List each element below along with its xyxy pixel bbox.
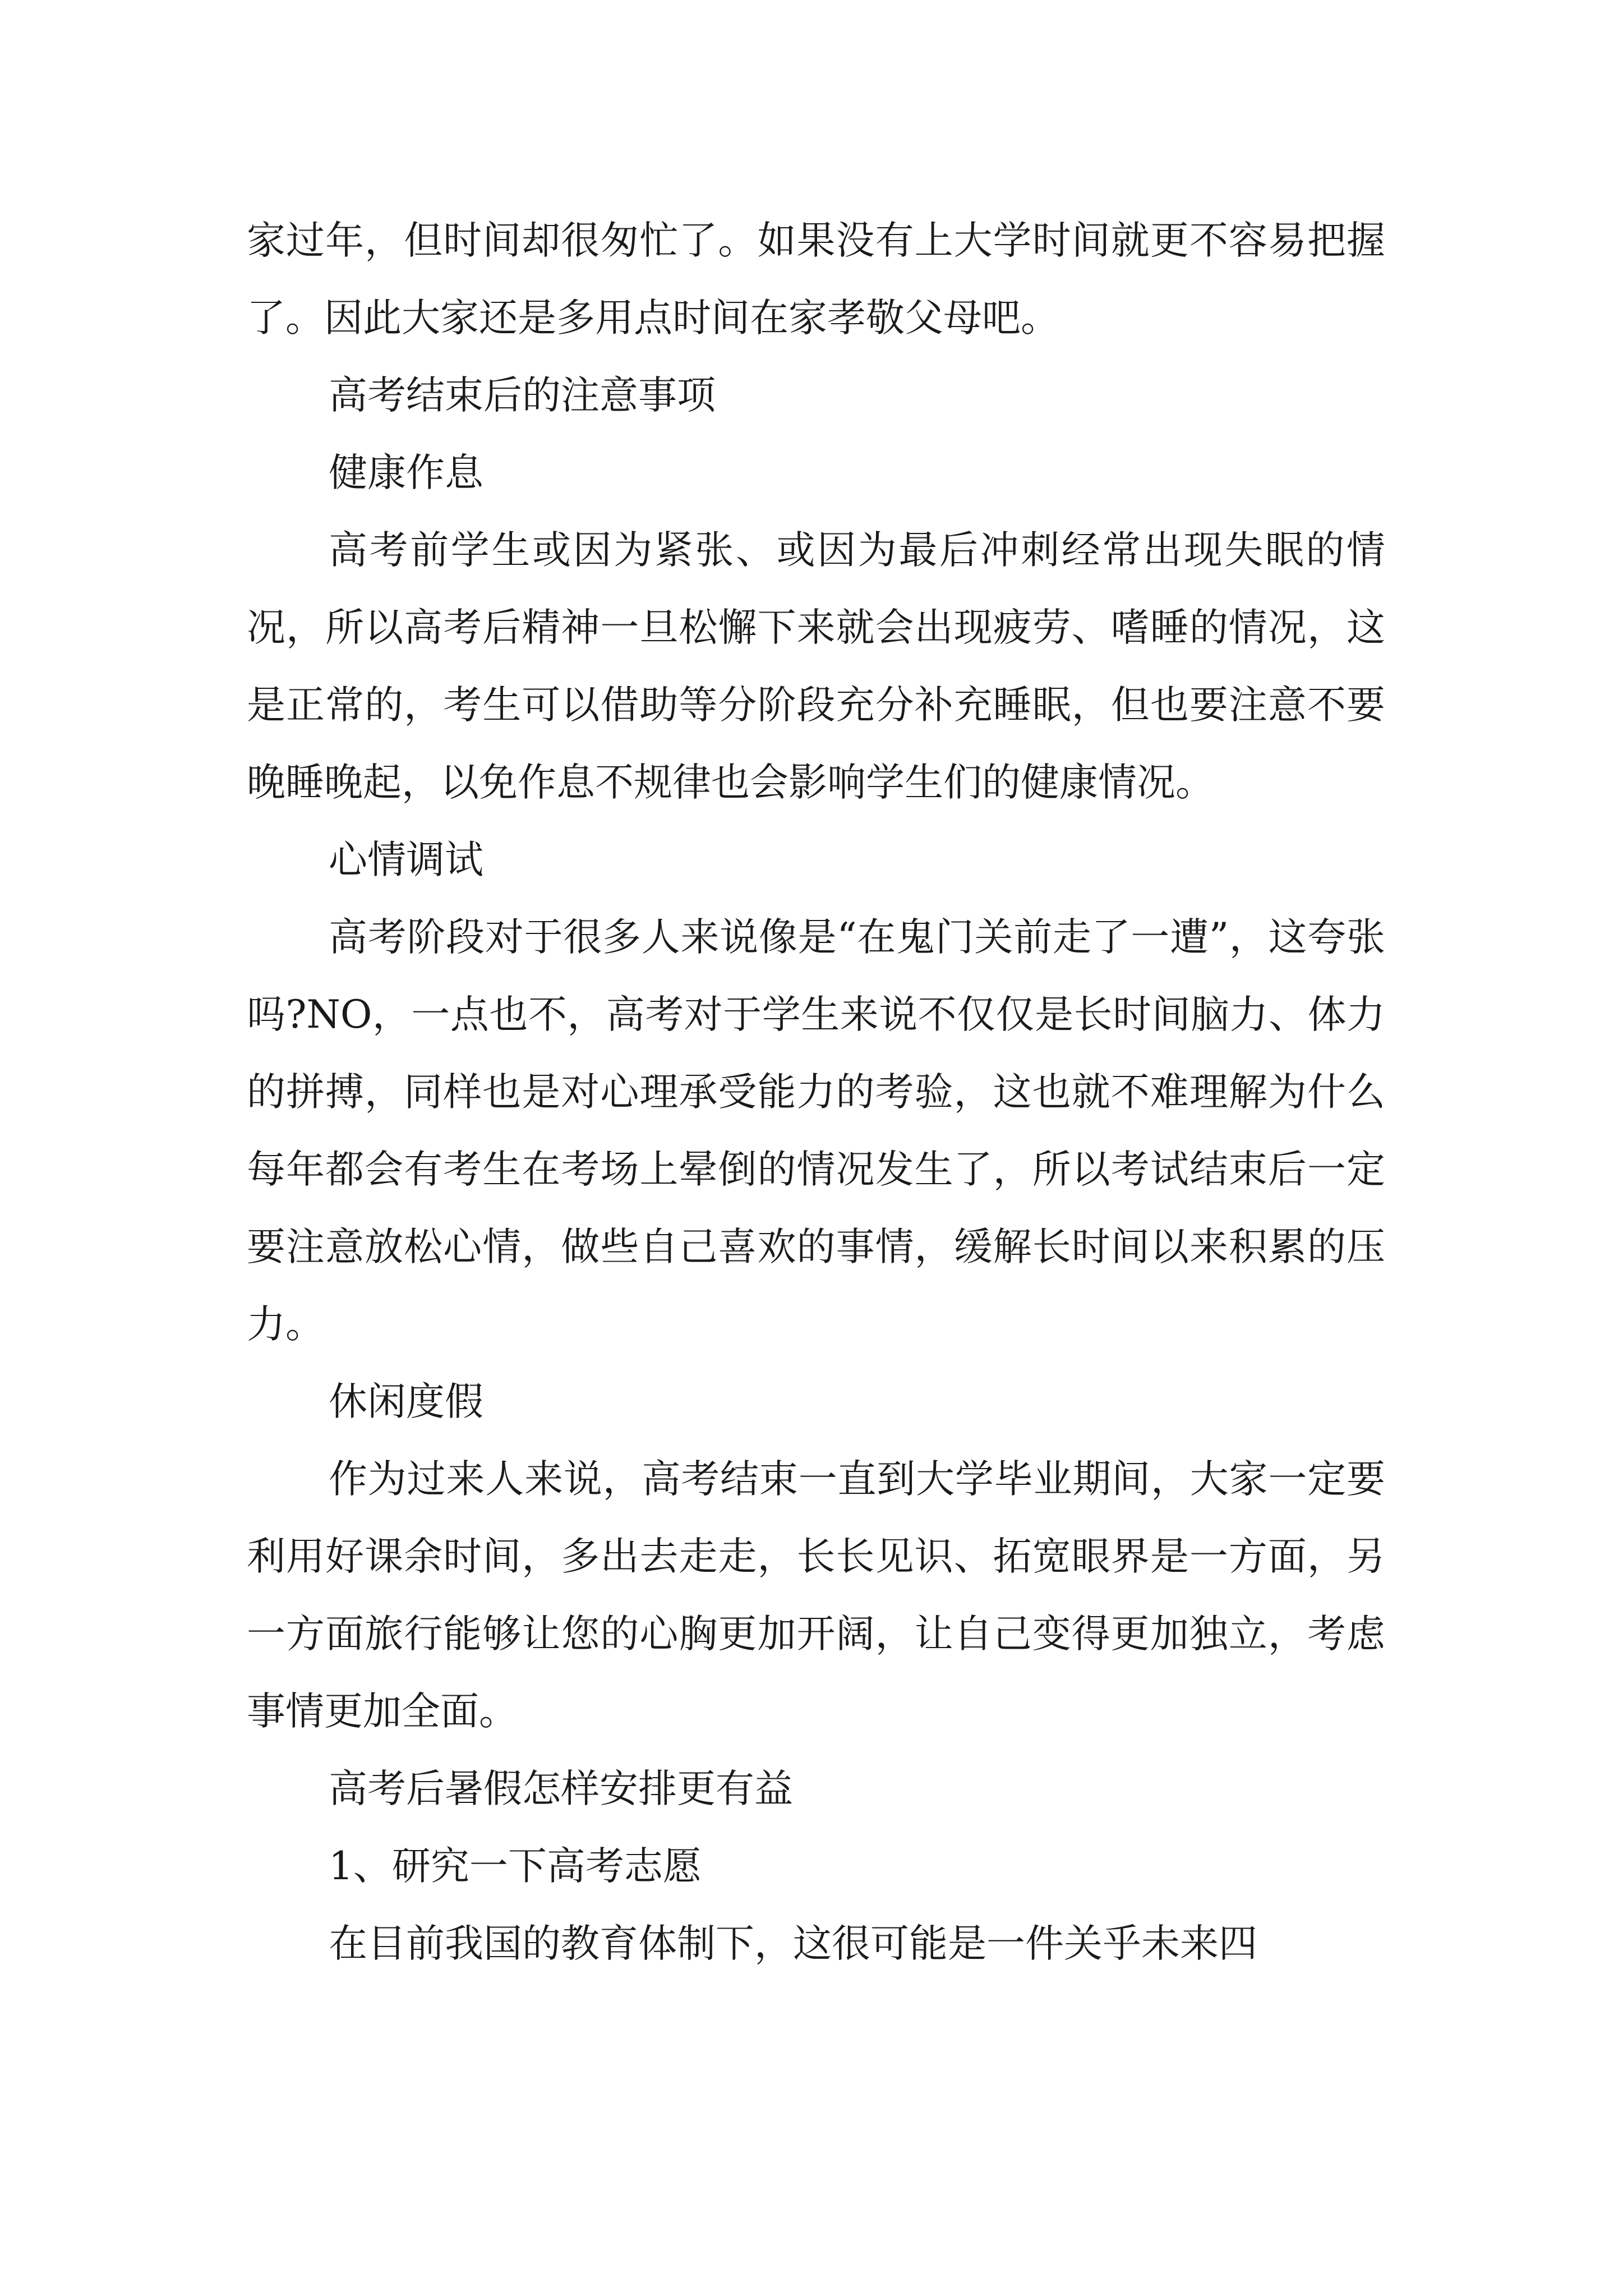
subheading-mood-adjustment: 心情调试 <box>329 838 483 882</box>
section-heading-summer-plan: 高考后暑假怎样安排更有益 <box>329 1766 793 1811</box>
subheading-leisure-vacation: 休闲度假 <box>329 1379 483 1424</box>
paragraph-leisure-vacation: 作为过来人来说，高考结束一直到大学毕业期间，大家一定要利用好课余时间，多出去走走，长长见识、拓宽眼界是一方面，另一方面旅行能够让您的心胸更加开阔，让自己变得更加独立，考虑事情更加全面。 <box>247 1457 1385 1734</box>
subheading-healthy-rest: 健康作息 <box>329 450 483 495</box>
subheading-study-choices: 1、研究一下高考志愿 <box>329 1844 702 1889</box>
document-body <box>247 202 1385 1982</box>
section-heading-notes: 高考结束后的注意事项 <box>329 373 716 418</box>
paragraph-continued: 家过年，但时间却很匆忙了。如果没有上大学时间就更不容易把握了。因此大家还是多用点时间在家孝敬父母吧。 <box>247 218 1385 341</box>
paragraph-mood-adjustment: 高考阶段对于很多人来说像是“在鬼门关前走了一遭”，这夸张吗?NO，一点也不，高考对于学生来说不仅仅是长时间脑力、体力的拼搏，同样也是对心理承受能力的考验，这也就不难理解为什么每年都会有考生在考场上晕倒的情况发生了，所以考试结束后一定要注意放松心情，做些自己喜欢的事情，缓解长时间以来积累的压力。 <box>247 915 1385 1347</box>
paragraph-healthy-rest: 高考前学生或因为紧张、或因为最后冲刺经常出现失眠的情况，所以高考后精神一旦松懈下来就会出现疲劳、嗜睡的情况，这是正常的，考生可以借助等分阶段充分补充睡眠，但也要注意不要晚睡晚起，以免作息不规律也会影响学生们的健康情况。 <box>247 528 1385 805</box>
paragraph-study-choices: 在目前我国的教育体制下，这很可能是一件关乎未来四 <box>329 1921 1257 1966</box>
